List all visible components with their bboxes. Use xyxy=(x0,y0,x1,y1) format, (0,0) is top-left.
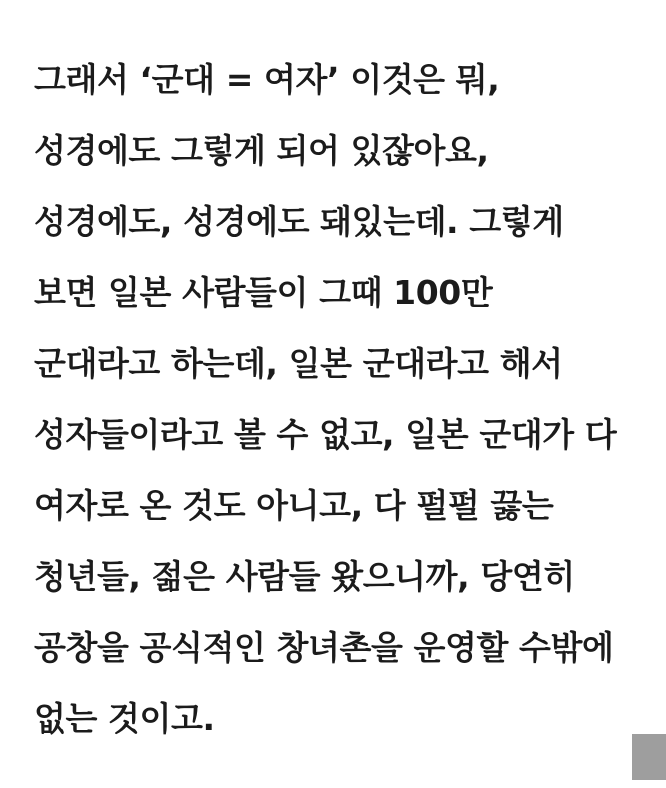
corner-marker xyxy=(632,734,666,780)
document-body-text: 그래서 ‘군대 = 여자’ 이것은 뭐, 성경에도 그렇게 되어 있잖아요, 성경에도, 성경에도 돼있는데. 그렇게 보면 일본 사람들이 그때 100만 군대라고 하는데, 일본 군대라고 해서 성자들이라고 볼 수 없고, 일본 군대가 다 여자로 온 것도 아니고, 다 펄펄 끓는 청년들, 젊은 사람들 왔으니까, 당연히 공창을 공식적인 창녀촌을 운영할 수밖에 없는 것이고. xyxy=(34,60,628,738)
